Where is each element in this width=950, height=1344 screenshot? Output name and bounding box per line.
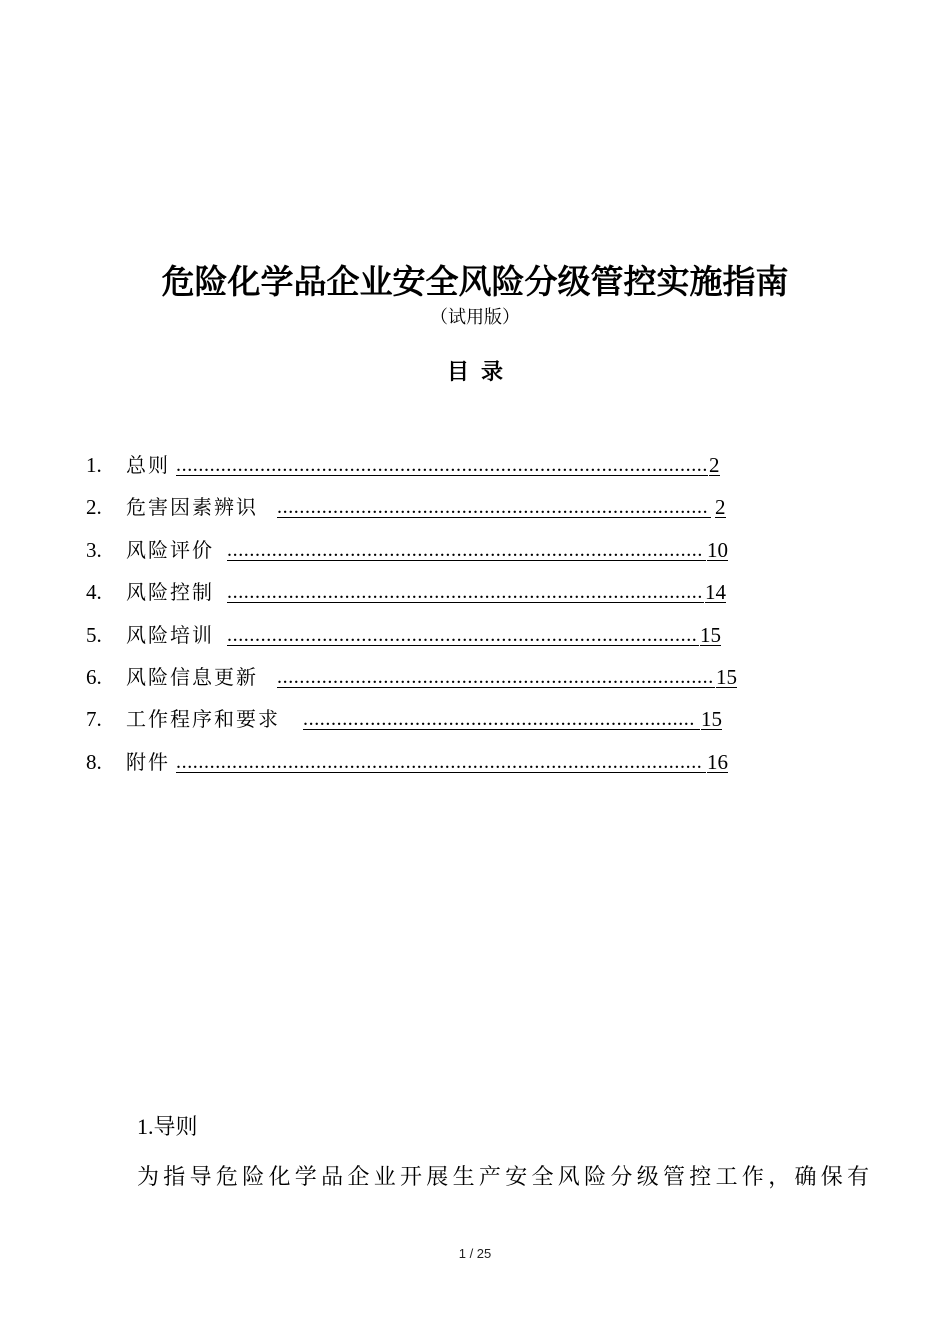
toc-entry-title: 工作程序和要求: [126, 707, 280, 732]
toc-entry-title: 风险信息更新: [126, 664, 258, 689]
toc-entry-title: 危害因素辨识: [126, 495, 258, 520]
toc-entry-page: 15: [716, 659, 737, 688]
toc-entry-number: 5.: [86, 622, 102, 647]
toc-entry-title: 总则: [126, 453, 170, 477]
toc-dot-leader: ......................................................................: [303, 701, 700, 730]
section-number: 1.: [137, 1114, 154, 1139]
toc-heading: 目录: [446, 359, 515, 385]
toc-entry-title: 风险评价: [126, 537, 214, 562]
toc-entry-number: 8.: [86, 749, 102, 774]
toc-entry-number: 4.: [86, 580, 102, 605]
toc-entry-page: 2: [709, 447, 720, 476]
toc-entry-page: 2: [715, 489, 726, 518]
page-number: 1 / 25: [458, 1246, 492, 1261]
section-title: 导则: [153, 1115, 198, 1140]
toc-entry-page: 16: [707, 744, 728, 773]
toc-entry-number: 6.: [86, 664, 102, 689]
section-heading: [137, 1109, 198, 1146]
toc-entry-page: 14: [705, 574, 726, 603]
toc-entry-title: 风险培训: [126, 622, 214, 647]
toc-dot-leader: ..............................................................................................: [176, 744, 706, 773]
toc-entry-number: 7.: [86, 707, 102, 732]
toc-entry-page: 10: [707, 532, 728, 561]
toc-dot-leader: .....................................................................................: [227, 532, 706, 561]
toc-entry-title: 风险控制: [126, 580, 214, 605]
document-subtitle: （试用版）: [430, 307, 520, 328]
toc-entry-page: 15: [700, 617, 721, 646]
toc-entry-page: 15: [701, 701, 722, 730]
toc-entry-number: 1.: [86, 453, 102, 477]
toc-dot-leader: .....................................................................................: [227, 574, 704, 603]
toc-dot-leader: ..............................................................................: [277, 659, 715, 688]
toc-dot-leader: ....................................................................................: [227, 617, 699, 646]
toc-entry-number: 2.: [86, 495, 102, 520]
toc-dot-leader: ...............................................................................................: [176, 447, 708, 476]
toc-entry-title: 附件: [126, 749, 170, 774]
body-paragraph: 为指导危险化学品企业开展生产安全风险分级管控工作，确保有: [137, 1165, 874, 1190]
document-title: 危险化学品企业安全风险分级管控实施指南: [161, 262, 789, 301]
toc-entry-number: 3.: [86, 537, 102, 562]
toc-dot-leader: .............................................................................: [277, 489, 711, 518]
